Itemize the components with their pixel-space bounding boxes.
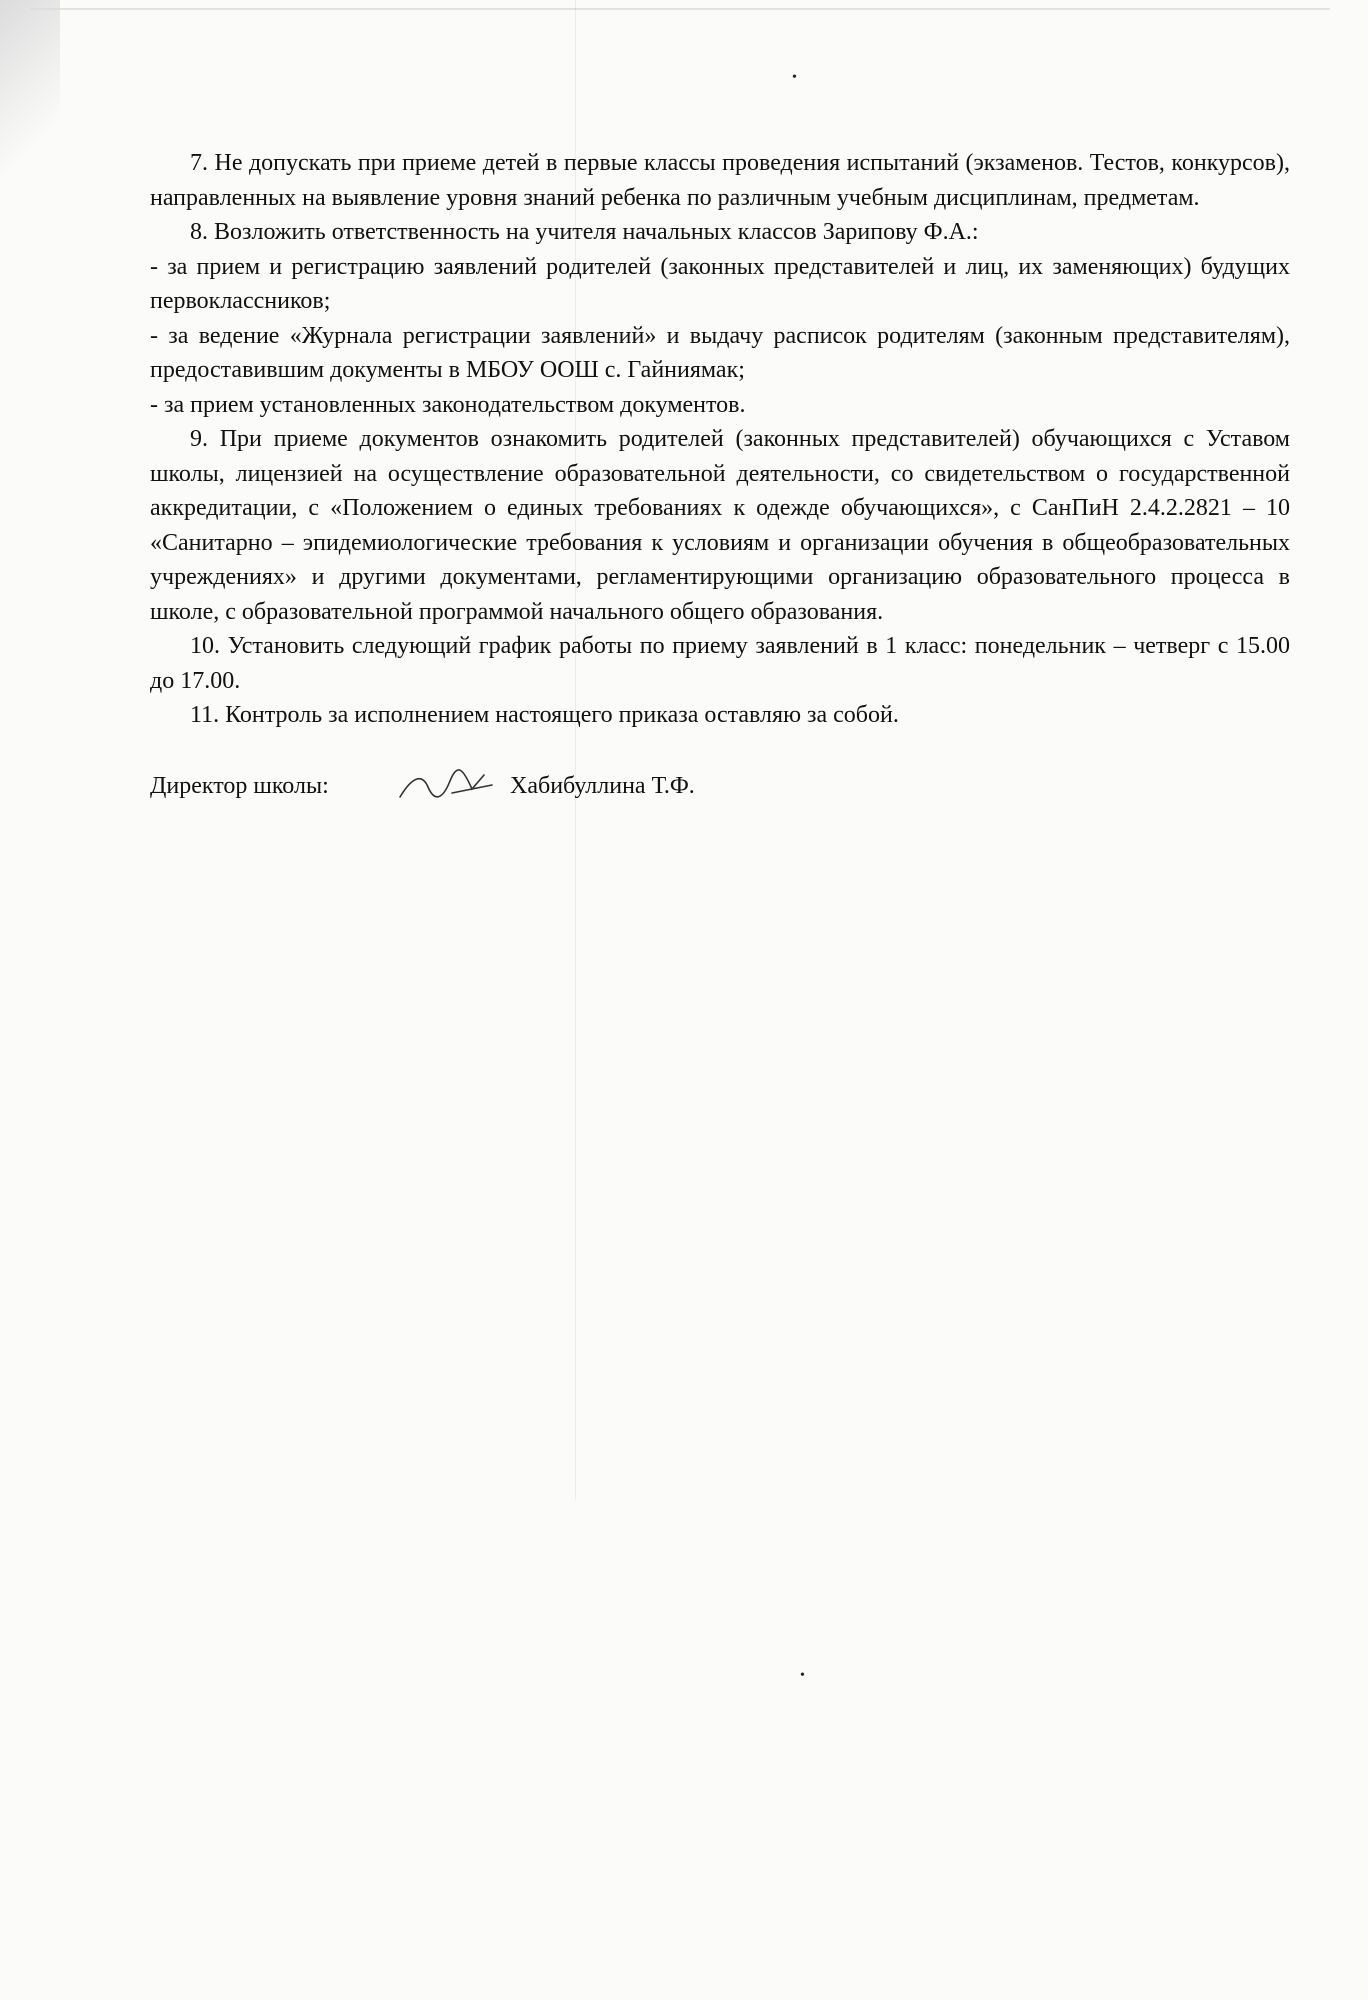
signatory-name: Хабибуллина Т.Ф. [510,773,695,800]
signature-block [150,767,1290,807]
scan-edge-line [30,8,1330,10]
signature-label: Директор школы: [150,773,329,800]
punch-mark: • [792,70,797,85]
document-body [150,146,1290,807]
list-item: - за прием установленных законодательством документов. [150,391,746,418]
list-item: - за ведение «Журнала регистрации заявлений» и выдачу расписок родителям (законным представителям), предоставившим документы в МБОУ ООШ с. Гайниямак; [150,322,1290,383]
paragraph-10: 10. Установить следующий график работы по приему заявлений в 1 класс: понедельник – четверг с 15.00 до 17.00. [150,633,1290,694]
handwritten-signature [392,767,510,807]
paragraph-7: 7. Не допускать при приеме детей в первые классы проведения испытаний (экзаменов. Тестов, конкурсов), направленных на выявление уровня знаний ребенка по различным учебным дисциплинам, предметам. [150,150,1290,211]
scan-corner-shadow [0,0,60,200]
paragraph-9: 9. При приеме документов ознакомить родителей (законных представителей) обучающихся с Уставом школы, лицензией на осуществление образовательной деятельности, со свидетельством о государственной аккредитации, с «Положением о единых требованиях к одежде обучающихся», с СанПиН 2.4.2.2821 – 10 «Санитарно – эпидемиологические требования к условиям и организации обучения в общеобразовательных учреждениях» и другими документами, регламентирующими организацию образовательного процесса в школе, с образовательной программой начального общего образования. [150,426,1290,625]
paragraph-8: 8. Возложить ответственность на учителя начальных классов Зарипову Ф.А.: [190,219,979,245]
list-item: - за прием и регистрацию заявлений родителей (законных представителей и лиц, их заменяющих) будущих первоклассников; [150,253,1290,314]
punch-mark: • [800,1668,805,1683]
paragraph-11: 11. Контроль за исполнением настоящего приказа оставляю за собой. [190,702,899,728]
